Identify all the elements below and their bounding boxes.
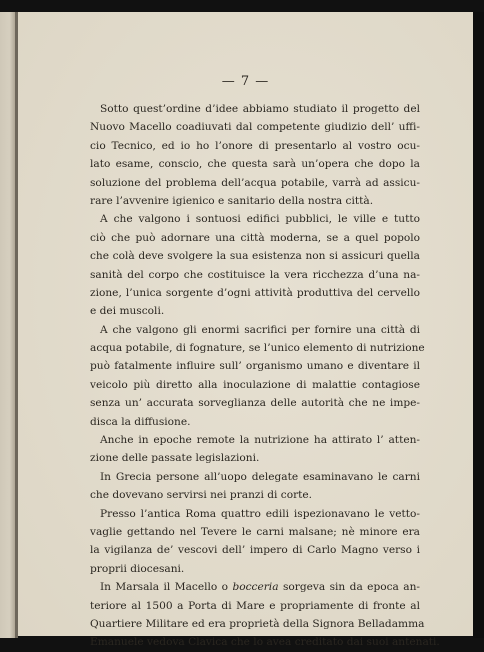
book-page bbox=[18, 12, 473, 649]
text-line: In Marsala il Macello o bocceria sorgeva sin da epoca an- bbox=[100, 581, 420, 594]
scan-border bbox=[473, 12, 484, 638]
text-line: In Grecia persone all’uopo delegate esaminavano le carni bbox=[100, 470, 420, 483]
text-line: rare l’avvenire igienico e sanitario della nostra città. bbox=[90, 194, 374, 207]
text-line: Anche in epoche remote la nutrizione ha attirato l’ atten- bbox=[100, 434, 420, 447]
text-line: A che valgono i sontuosi edifici pubblici, le ville e tutto bbox=[100, 213, 420, 226]
text-line: può fatalmente influire sull’ organismo umano e diventare il bbox=[90, 360, 420, 373]
body-text bbox=[90, 100, 440, 652]
text-line: Emanuele vedova Clavica che lo avea creditato dai suoi antenati. bbox=[90, 636, 440, 649]
text-line: disca la diffusione. bbox=[90, 415, 191, 428]
text-line: veicolo più diretto alla inoculazione di malattie contagiose bbox=[90, 378, 420, 391]
text-line: lato esame, conscio, che questa sarà un’opera che dopo la bbox=[90, 158, 420, 171]
text-line: soluzione del problema dell’acqua potabile, varrà ad assicu- bbox=[90, 176, 420, 189]
facing-page-edge bbox=[0, 12, 16, 638]
page-number: — 7 — bbox=[221, 74, 270, 89]
text-line: A che valgono gli enormi sacrifici per fornire una città di bbox=[100, 323, 420, 336]
text-line: e dei muscoli. bbox=[90, 305, 165, 318]
text-line: zione delle passate legislazioni. bbox=[90, 452, 260, 465]
text-line: Quartiere Militare ed era proprietà della Signora Belladamma bbox=[90, 617, 425, 630]
text-line: senza un’ accurata sorveglianza delle autorità che ne impe- bbox=[90, 397, 420, 410]
text-line: Nuovo Macello coadiuvati dal competente giudizio dell’ uffi- bbox=[90, 121, 420, 134]
text-line: che dovevano servirsi nei pranzi di corte. bbox=[90, 489, 313, 502]
text-line: ciò che può adornare una città moderna, se a quel popolo bbox=[90, 231, 420, 244]
text-line: teriore al 1500 a Porta di Mare e propriamente di fronte al bbox=[90, 599, 420, 612]
text-line: Presso l’antica Roma quattro edili ispezionavano le vetto- bbox=[100, 507, 420, 520]
text-line: la vigilanza de’ vescovi dell’ impero di Carlo Magno verso i bbox=[90, 544, 420, 557]
text-line: zione, l’unica sorgente d’ogni attività produttiva del cervello bbox=[90, 286, 420, 299]
text-line: che colà deve svolgere la sua esistenza non si assicuri quella bbox=[90, 250, 420, 263]
text-line: sanità del corpo che costituisce la vera ricchezza d’una na- bbox=[90, 268, 420, 281]
text-line: Sotto quest’ordine d’idee abbiamo studiato il progetto del bbox=[100, 103, 420, 115]
italic-term: bocceria bbox=[232, 581, 279, 594]
text-line: acqua potabile, di fognature, se l’unico elemento di nutrizione bbox=[90, 342, 425, 355]
text-line: vaglie gettando nel Tevere le carni malsane; nè minore era bbox=[90, 525, 420, 538]
text-line: cio Tecnico, ed io ho l’onore di presentarlo al vostro ocu- bbox=[90, 139, 420, 152]
text-line: proprii diocesani. bbox=[90, 562, 185, 575]
